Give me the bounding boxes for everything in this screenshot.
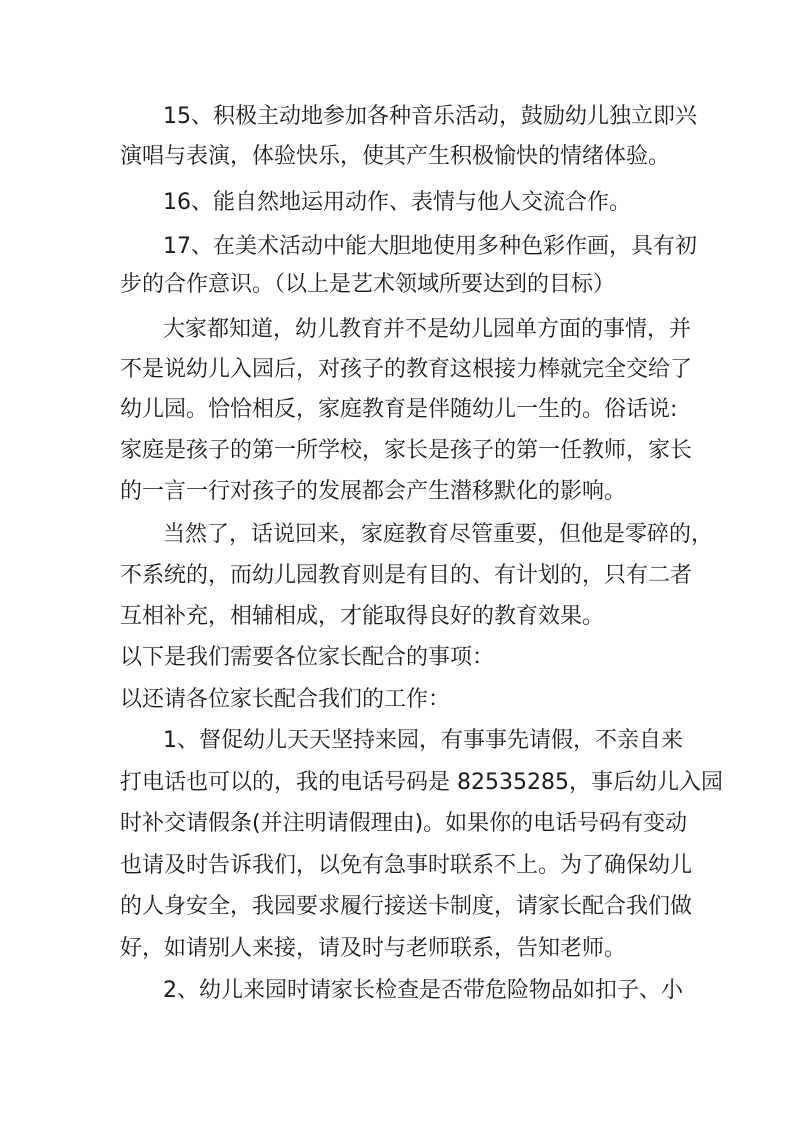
paragraph-line: 以下是我们需要各位家长配合的事项：: [120, 645, 495, 670]
paragraph-line: 打电话也可以的，我的电话号码是 82535285，事后幼儿入园: [120, 770, 723, 795]
paragraph-line: 也请及时告诉我们，以免有急事时联系不上。为了确保幼儿: [120, 853, 693, 878]
paragraph-line: 大家都知道，幼儿教育并不是幼儿园单方面的事情，并: [163, 317, 692, 342]
paragraph-line: 17、在美术活动中能大胆地使用多种色彩作画，具有初: [163, 234, 697, 259]
paragraph-line: 16、能自然地运用动作、表情与他人交流合作。: [163, 190, 631, 215]
paragraph-line: 时补交请假条(并注明请假理由)。如果你的电话号码有变动: [120, 811, 688, 836]
paragraph-line: 家庭是孩子的第一所学校，家长是孩子的第一任教师，家长: [120, 438, 693, 463]
paragraph-line: 互相补充，相辅相成，才能取得良好的教育效果。: [120, 604, 605, 629]
paragraph-line: 幼儿园。恰恰相反，家庭教育是伴随幼儿一生的。俗话说:: [120, 397, 678, 422]
paragraph-line: 当然了，话说回来，家庭教育尽管重要，但他是零碎的，: [163, 522, 714, 547]
paragraph-line: 15、积极主动地参加各种音乐活动，鼓励幼儿独立即兴: [163, 104, 697, 129]
paragraph-line: 1、督促幼儿天天坚持来园，有事事先请假，不亲自来: [163, 728, 683, 753]
paragraph-line: 以还请各位家长配合我们的工作：: [120, 687, 451, 712]
paragraph-line: 演唱与表演，体验快乐，使其产生积极愉快的情绪体验。: [120, 144, 671, 169]
paragraph-line: 步的合作意识。（以上是艺术领域所要达到的目标）: [120, 272, 616, 297]
paragraph-line: 不是说幼儿入园后，对孩子的教育这根接力棒就完全交给了: [120, 357, 693, 382]
paragraph-line: 的一言一行对孩子的发展都会产生潜移默化的影响。: [120, 479, 627, 504]
paragraph-line: 的人身安全，我园要求履行接送卡制度，请家长配合我们做: [120, 894, 693, 919]
paragraph-line: 不系统的，而幼儿园教育则是有目的、有计划的，只有二者: [120, 563, 693, 588]
paragraph-line: 2、幼儿来园时请家长检查是否带危险物品如扣子、小: [163, 978, 683, 1003]
paragraph-line: 好，如请别人来接，请及时与老师联系，告知老师。: [120, 936, 627, 961]
